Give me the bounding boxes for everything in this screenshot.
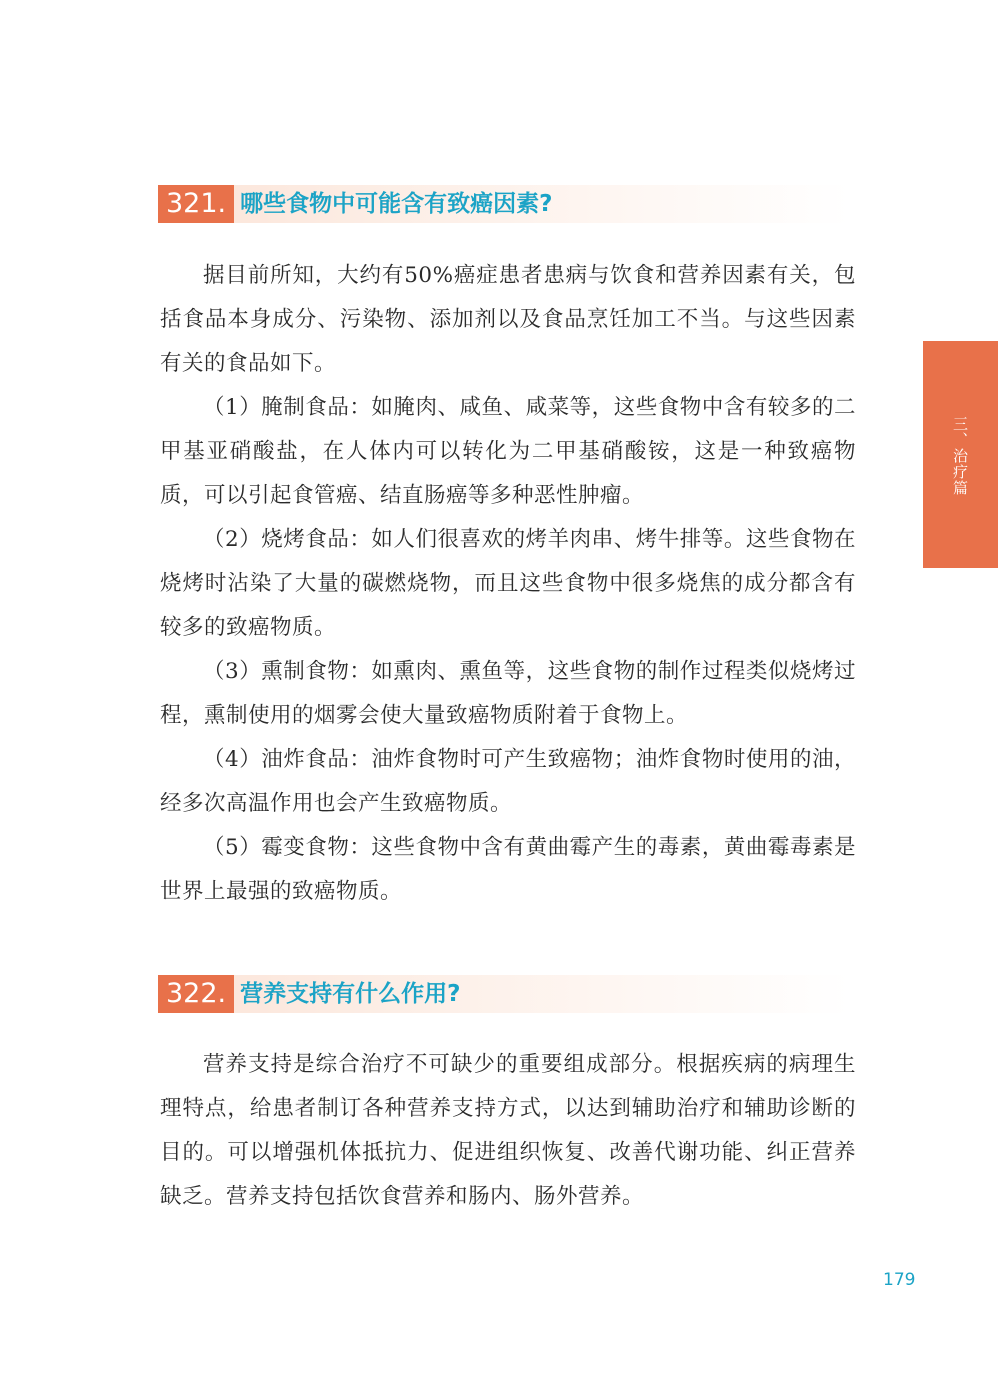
body-paragraph: （4）油炸食品：油炸食物时可产生致癌物；油炸食物时使用的油，经多次高温作用也会产生致癌物质。 xyxy=(160,747,856,816)
question-number: 321. xyxy=(158,185,234,223)
body-paragraph: （2）烧烤食品：如人们很喜欢的烤羊肉串、烤牛排等。这些食物在烧烤时沾染了大量的碳燃烧物，而且这些食物中很多烧焦的成分都含有较多的致癌物质。 xyxy=(160,527,856,640)
question-number: 322. xyxy=(158,975,234,1013)
section-header-321 xyxy=(158,185,850,223)
section-body-321 xyxy=(160,254,856,914)
chapter-side-tab xyxy=(923,341,998,568)
question-title: 营养支持有什么作用? xyxy=(240,981,461,1007)
chapter-tab-label: 三、治疗篇 xyxy=(951,416,969,496)
page-number: 179 xyxy=(883,1270,916,1290)
section-body-322 xyxy=(160,1043,856,1219)
body-paragraph: （1）腌制食品：如腌肉、咸鱼、咸菜等，这些食物中含有较多的二甲基亚硝酸盐，在人体内可以转化为二甲基硝酸铵，这是一种致癌物质，可以引起食管癌、结直肠癌等多种恶性肿瘤。 xyxy=(160,395,856,508)
body-paragraph: 营养支持是综合治疗不可缺少的重要组成部分。根据疾病的病理生理特点，给患者制订各种营养支持方式，以达到辅助治疗和辅助诊断的目的。可以增强机体抵抗力、促进组织恢复、改善代谢功能、纠正营养缺乏。营养支持包括饮食营养和肠内、肠外营养。 xyxy=(160,1052,856,1209)
body-paragraph: （5）霉变食物：这些食物中含有黄曲霉产生的毒素，黄曲霉毒素是世界上最强的致癌物质。 xyxy=(160,835,856,904)
question-title: 哪些食物中可能含有致癌因素? xyxy=(240,191,553,217)
body-paragraph: （3）熏制食物：如熏肉、熏鱼等，这些食物的制作过程类似烧烤过程，熏制使用的烟雾会使大量致癌物质附着于食物上。 xyxy=(160,659,856,728)
section-header-322 xyxy=(158,975,850,1013)
body-paragraph: 据目前所知，大约有50%癌症患者患病与饮食和营养因素有关，包括食品本身成分、污染物、添加剂以及食品烹饪加工不当。与这些因素有关的食品如下。 xyxy=(160,263,856,376)
